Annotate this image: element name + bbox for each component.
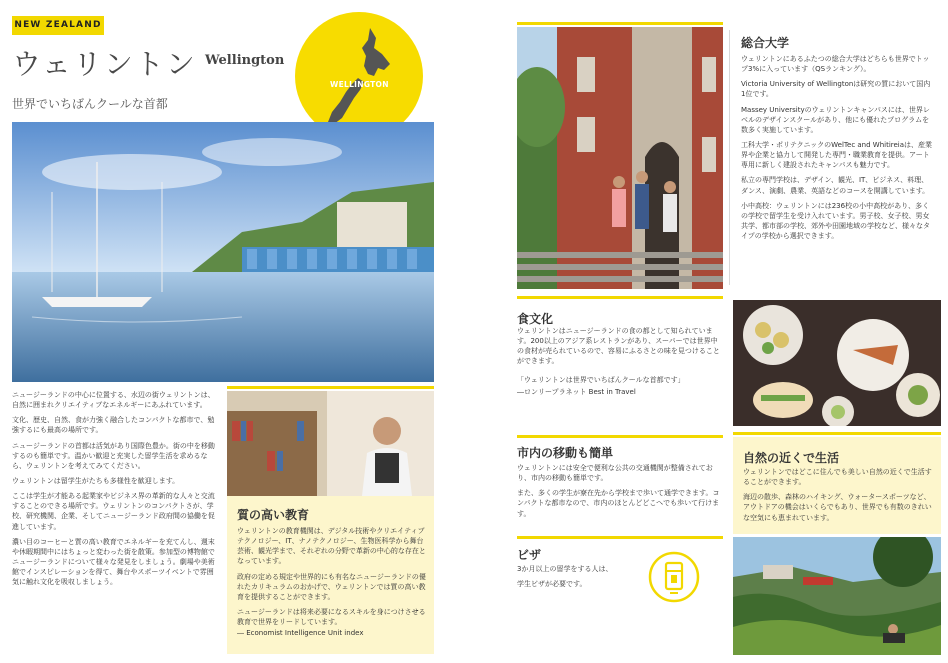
transport-text [517,463,723,524]
intro-paragraph: 文化、歴史、自然、食が力強く融合したコンパクトな都市で、勉強するにも最高の場所です。 [12,416,215,435]
transport-heading: 市内の移動も簡単 [517,446,614,460]
visa-text [517,564,637,594]
food-heading: 食文化 [517,312,554,326]
university-heading: 総合大学 [741,36,790,50]
intro-paragraph: 濃い目のコーヒーと質の高い教育でエネルギーを充てんし、週末や休暇期間中にはちょっと変わった街を散策。参加型の博物館でニュージーランドについて様々な発見をしましょう。劇場や美術館でインスピレーションを得て、舞台やスポーツイベントで雰囲気に触れ文化を吸収しましょう。 [12,537,215,587]
map-label: WELLINGTON [330,80,389,89]
library-student-photo [227,391,434,496]
accent-rule [227,386,434,389]
passport-icon [648,551,700,603]
new-zealand-map-icon [318,24,408,134]
page-title: ウェリントン [12,47,197,81]
visa-heading: ビザ [517,548,542,562]
university-paragraph: ウェリントンにあるふたつの総合大学はどちらも世界でトップ3%に入っています（QSランキング）。 [741,55,930,74]
visa-paragraph: 学生ビザが必要です。 [517,580,587,589]
food-quote: 「ウェリントンは世界でいちばんクールな首都です」 [517,375,685,384]
food-photo [733,300,941,426]
accent-rule [517,296,723,299]
intro-paragraph: ニュージーランドの首都は活気があり国際色豊か。街の中を移動するのも簡単です。温かい歓迎と充実した留学生活を求めるなら、ウェリントンを考えてみてください。 [12,441,215,470]
education-quote-source: ― Economist Intelligence Unit index [237,629,364,638]
intro-paragraph: ウェリントンは留学生がたちも多様性を歓迎します。 [12,476,180,485]
accent-rule [517,435,723,438]
education-paragraph: 政府の定める規定や世界的にも有名なニュージーランドの優れたカリキュラムのおかげで、ウェリントンでは質の高い教育を提供することができます。 [237,572,426,601]
food-quote-source: ―ロンリープラネット Best in Travel [517,387,636,396]
university-paragraph: 工科大学・ポリテクニックのWelTec and Whitireiaは、産業界や企業と協力して開発した専門・職業教育を提供。アート専用に新しく建設されたキャンパスも魅力です。 [741,140,933,170]
page-title-english: Wellington [205,53,285,68]
education-box [227,496,434,654]
university-paragraph: Victoria University of Wellingtonは研究の質において国内1位です。 [741,80,931,99]
nature-paragraph: ウェリントンではどこに住んでも美しい自然の近くで生活することができます。 [743,468,932,487]
university-paragraph: 小中高校：ウェリントンには236校の小中高校があり、多くの学校で留学生を受け入れています。男子校、女子校、男女共学、都市部の学校、郊外や田園地域の学校など、様々なタイプの学校から選択できます。 [741,201,930,241]
university-text [741,54,933,246]
country-tag: NEW ZEALAND [12,16,104,35]
accent-rule [517,22,723,25]
education-heading: 質の高い教育 [237,508,310,522]
nature-photo [733,537,941,655]
university-paragraph: Massey Universityのウェリントンキャンパスには、世界レベルのデザインスクールがあり、他にも優れたプログラムを数多く実施しています。 [741,105,930,134]
university-paragraph: 私立の専門学校は、デザイン、観光、IT、ビジネス、料理、ダンス、演劇、農業、英語などのコースを開講しています。 [741,176,930,195]
harbour-photo [12,122,434,382]
accent-rule [517,536,723,539]
university-photo [517,27,723,289]
food-text [517,326,723,402]
nature-heading: 自然の近くで生活 [743,451,840,465]
intro-paragraph: ニュージーランドの中心に位置する、水辺の街ウェリントンは、自然に囲まれクリエイティブなエネルギーにあふれています。 [12,391,215,410]
food-paragraph: ウェリントンはニュージーランドの食の都として知られています。200以上のアジア系レストランがあり、スーパーでは世界中の食材が売られているので、容易にふるさとの味を見つけることができます。 [517,327,720,366]
column-divider [729,30,730,285]
education-paragraph: ウェリントンの教育機関は、デジタル技術やクリエイティブテクノロジー、IT、ナノテクノロジー、生物医科学から舞台芸術、観光学まで、それぞれの分野で革新の中心的な存在となっています。 [237,527,426,566]
transport-paragraph: ウェリントンには安全で便利な公共の交通機関が整備されており、市内の移動も簡単です。 [517,464,713,483]
intro-paragraph: ここは学生が才能ある起業家やビジネス界の革新的な人々と交流することのできる場所です。ウェリントンのコンパクトさが、学校、研究機関、企業、そしてニュージーランド政府間の協働を促進しています。 [12,492,215,531]
nature-box [733,437,941,534]
transport-paragraph: また、多くの学生が寮在先から学校まで歩いて通学できます。コンパクトな都市なので、市内のほとんどどこへでも歩いて行けます。 [517,489,720,518]
education-quote: ニュージーランドは将来必要になるスキルを身につけさせる教育で世界をリードしています。 [237,607,426,627]
intro-text [12,390,220,592]
accent-rule [733,432,941,435]
page-subtitle: 世界でいちばんクールな首都 [12,97,168,111]
visa-paragraph: 3か月以上の留学をする人は、 [517,565,613,573]
nature-paragraph: 海辺の散歩、森林のハイキング、ウォータースポーツなど、アウトドアの機会はいくらでもあり、世界でも有数のきれいな空気にも恵まれています。 [743,493,932,522]
